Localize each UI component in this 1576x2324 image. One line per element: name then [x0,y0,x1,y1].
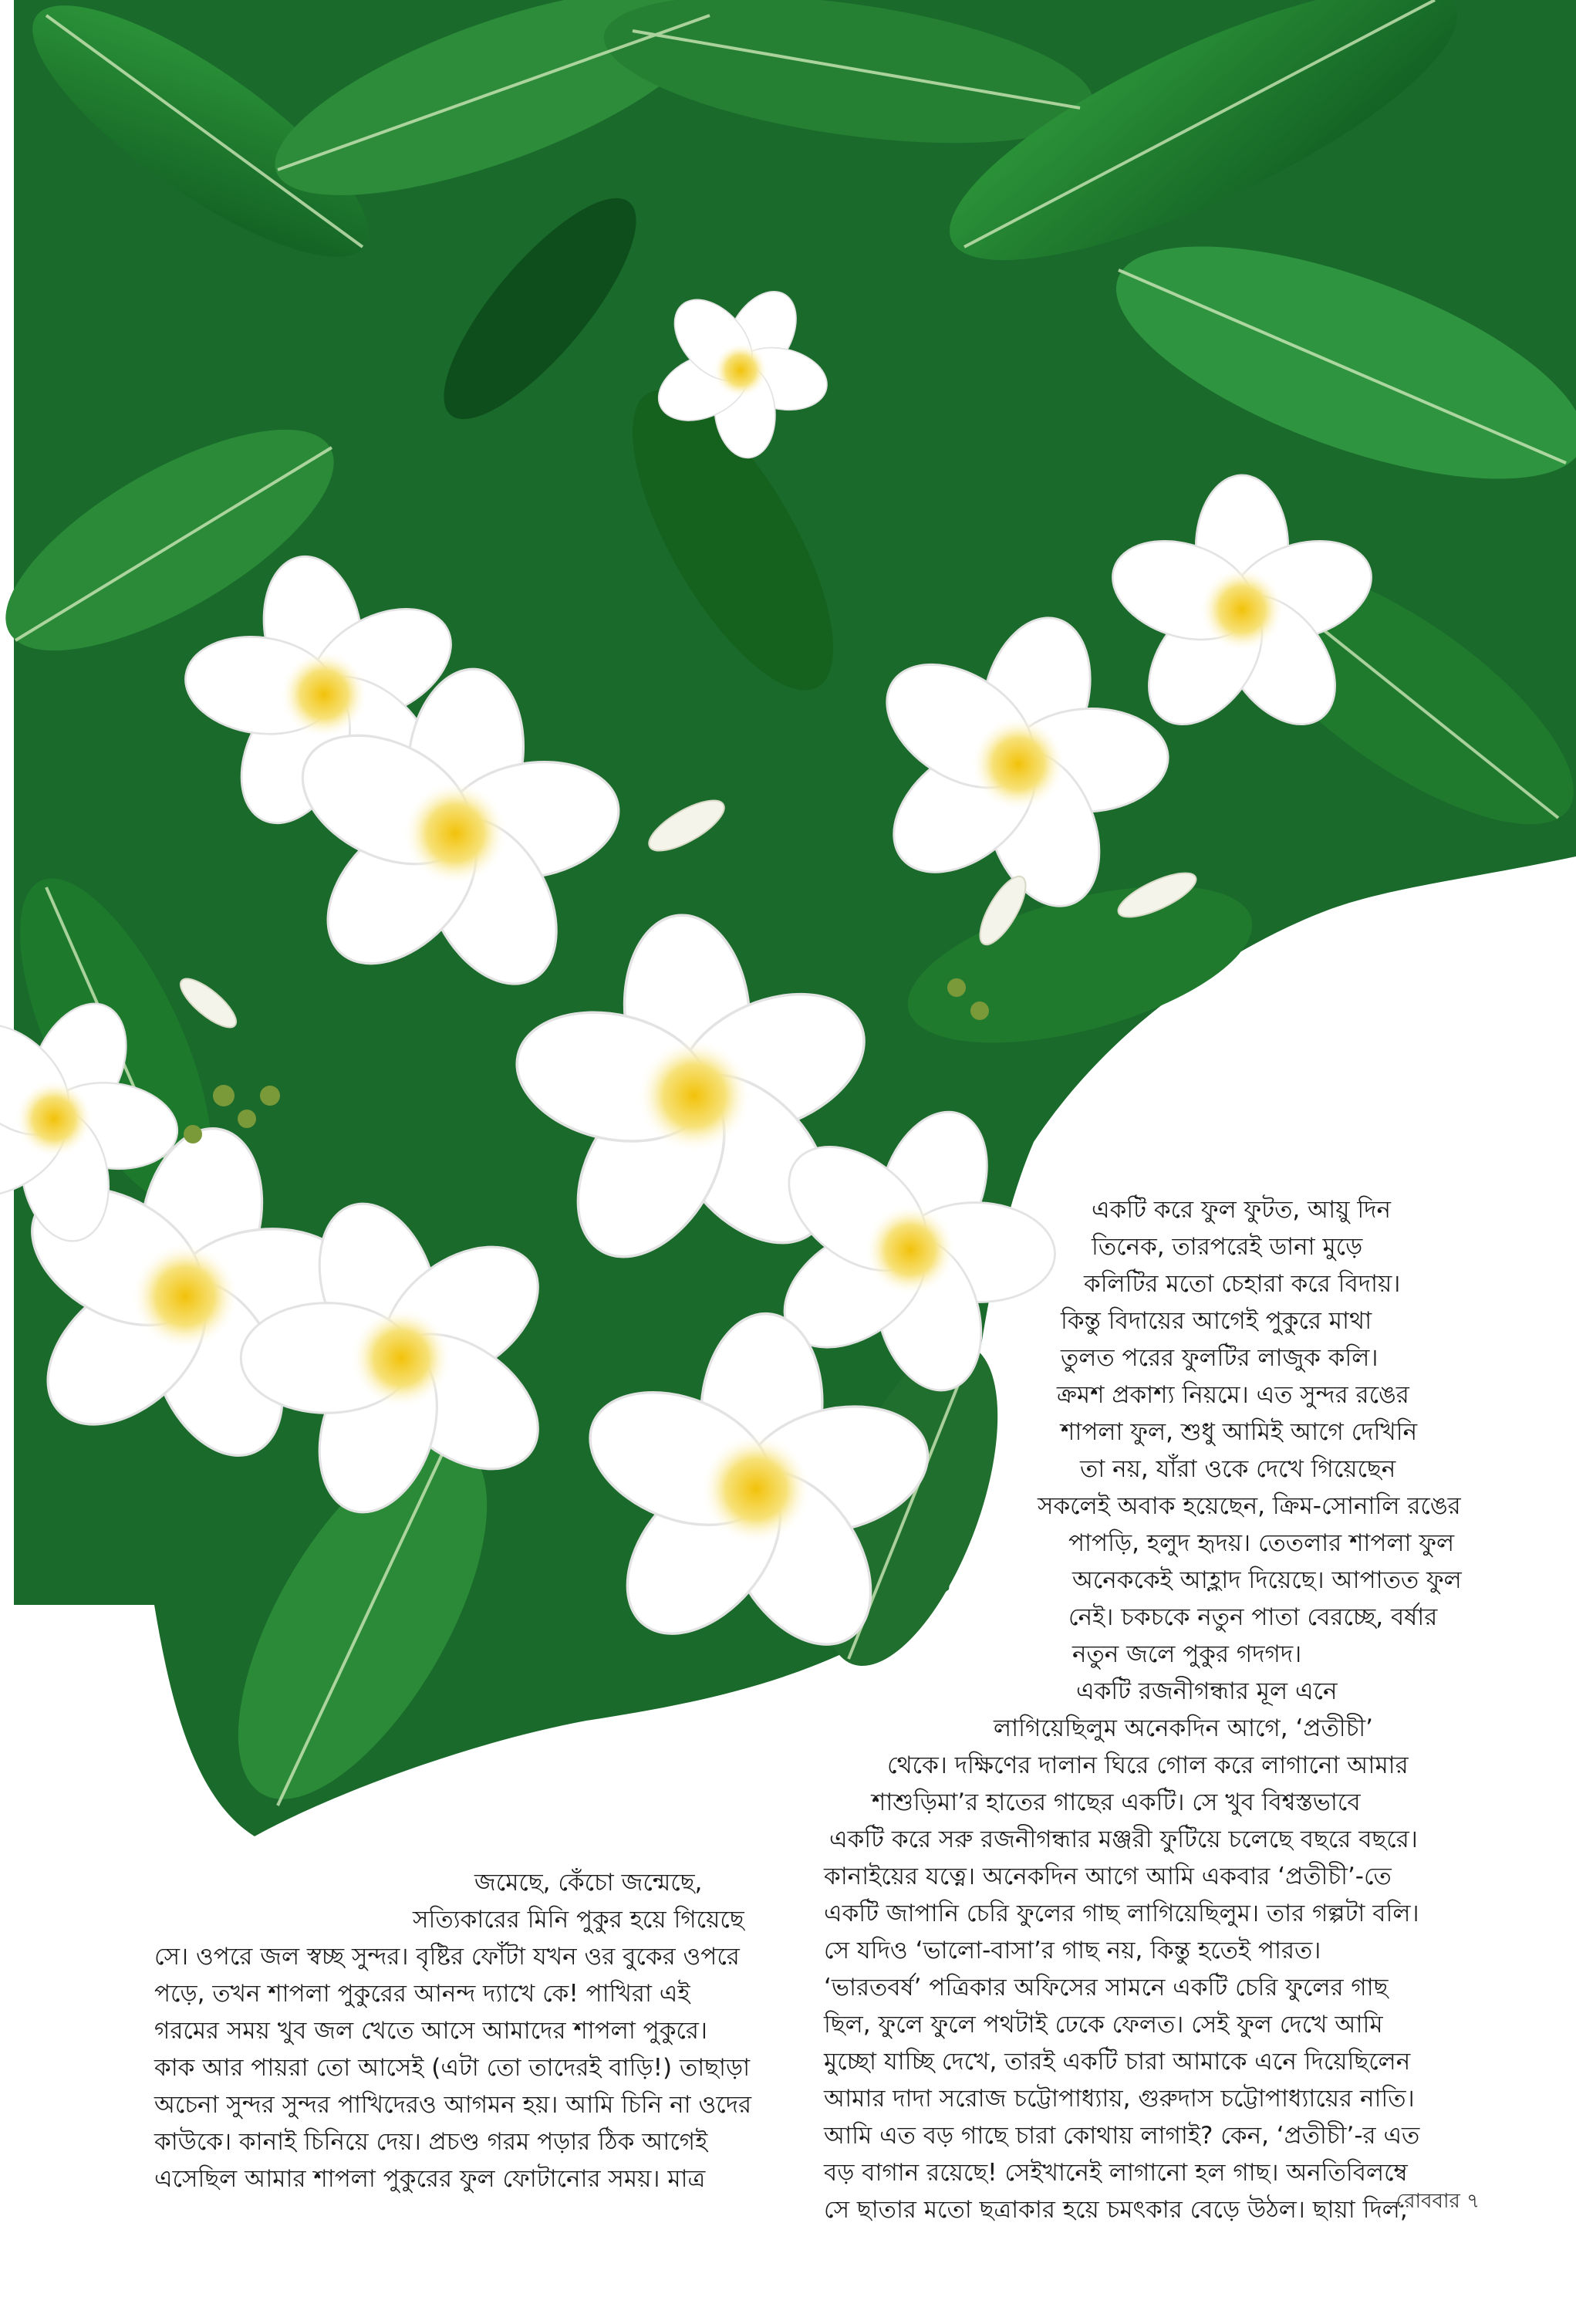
text-line: জমেছে, কেঁচো জন্মেছে, [474,1869,703,1897]
text-line: তুলত পরের ফুলটির লাজুক কলি। [1061,1344,1379,1372]
text-line: ‘ভারতবর্ষ’ পত্রিকার অফিসের সামনে একটি চেরি ফুলের গাছ [824,1974,1389,2001]
text-line: কিন্তু বিদায়ের আগেই পুকুরে মাথা [1061,1307,1372,1335]
text-line: সে যদিও ‘ভালো-বাসা’র গাছ নয়, কিন্তু হতেই পারত। [824,1937,1321,1964]
text-line: শাশুড়িমা’র হাতের গাছের একটি। সে খুব বিশ্বস্তভাবে [872,1789,1361,1816]
text-line: সে ছাতার মতো ছত্রাকার হয়ে চমৎকার বেড়ে উঠল। ছায়া দিল, [824,2196,1408,2224]
text-line: বড় বাগান রয়েছে! সেইখানেই লাগানো হল গাছ। অনতিবিলম্বে [824,2159,1408,2187]
text-line: কাক আর পায়রা তো আসেই (এটা তো তাদেরই বাড়ি!) তাছাড়া [154,2054,751,2082]
text-line: আমি এত বড় গাছে চারা কোথায় লাগাই? কেন, ‘প্রতীচী’-র এত [824,2122,1420,2150]
text-line: কলিটির মতো চেহারা করে বিদায়। [1084,1270,1401,1298]
text-line: পড়ে, তখন শাপলা পুকুরের আনন্দ দ্যাখে কে! পাখিরা এই [154,1980,690,2008]
text-line: কাউকে। কানাই চিনিয়ে দেয়। প্রচণ্ড গরম পড়ার ঠিক আগেই [154,2128,708,2156]
text-line: কানাইয়ের যত্নে। অনেকদিন আগে আমি একবার ‘প্রতীচী’-তে [824,1863,1392,1890]
text-line: নতুন জলে পুকুর গদগদ। [1072,1640,1302,1668]
text-line: একটি রজনীগন্ধার মূল এনে [1076,1677,1338,1705]
text-line: ছিল, ফুলে ফুলে পথটাই ঢেকে ফেলত। সেই ফুল দেখে আমি [824,2011,1383,2039]
text-line: সত্যিকারের মিনি পুকুর হয়ে গিয়েছে [413,1906,744,1934]
text-line: সকলেই অবাক হয়েছেন, ক্রিম-সোনালি রঙের [1038,1492,1461,1520]
page-folio: রোববার ৭ [1395,2190,1480,2213]
text-line: মুচ্ছো যাচ্ছি দেখে, তারই একটি চারা আমাকে এনে দিয়েছিলেন [824,2048,1411,2076]
text-line: একটি করে ফুল ফুটত, আয়ু দিন [1092,1196,1391,1224]
text-line: অচেনা সুন্দর সুন্দর পাখিদেরও আগমন হয়। আমি চিনি না ওদের [154,2091,752,2119]
text-line: সে। ওপরে জল স্বচ্ছ সুন্দর। বৃষ্টির ফোঁটা যখন ওর বুকের ওপরে [154,1943,740,1971]
text-line: লাগিয়েছিলুম অনেকদিন আগে, ‘প্রতীচী’ [994,1714,1374,1742]
text-line: একটি জাপানি চেরি ফুলের গাছ লাগিয়েছিলুম। তার গল্পটা বলি। [824,1900,1419,1927]
text-line: তিনেক, তারপরেই ডানা মুড়ে [1092,1233,1363,1261]
text-line: তা নয়, যাঁরা ওকে দেখে গিয়েছেন [1080,1455,1396,1483]
text-line: অনেককেই আহ্লাদ দিয়েছে। আপাতত ফুল [1072,1566,1462,1594]
text-line: এসেছিল আমার শাপলা পুকুরের ফুল ফোটানোর সময়। মাত্র [154,2165,706,2193]
text-line: গরমের সময় খুব জল খেতে আসে আমাদের শাপলা পুকুরে। [154,2017,708,2045]
text-line: একটি করে সরু রজনীগন্ধার মঞ্জরী ফুটিয়ে চলেছে বছরে বছরে। [829,1826,1418,1853]
text-line: নেই। চকচকে নতুন পাতা বেরচ্ছে, বর্ষার [1068,1603,1438,1631]
text-line: শাপলা ফুল, শুধু আমিই আগে দেখিনি [1061,1418,1418,1446]
text-line: পাপড়ি, হলুদ হৃদয়। তেতলার শাপলা ফুল [1068,1529,1455,1557]
text-line: থেকে। দক্ষিণের দালান ঘিরে গোল করে লাগানো আমার [887,1751,1409,1779]
text-line: আমার দাদা সরোজ চট্টোপাধ্যায়, গুরুদাস চট্টোপাধ্যায়ের নাতি। [824,2085,1415,2113]
text-line: ক্রমশ প্রকাশ্য নিয়মে। এত সুন্দর রঙের [1057,1381,1409,1409]
